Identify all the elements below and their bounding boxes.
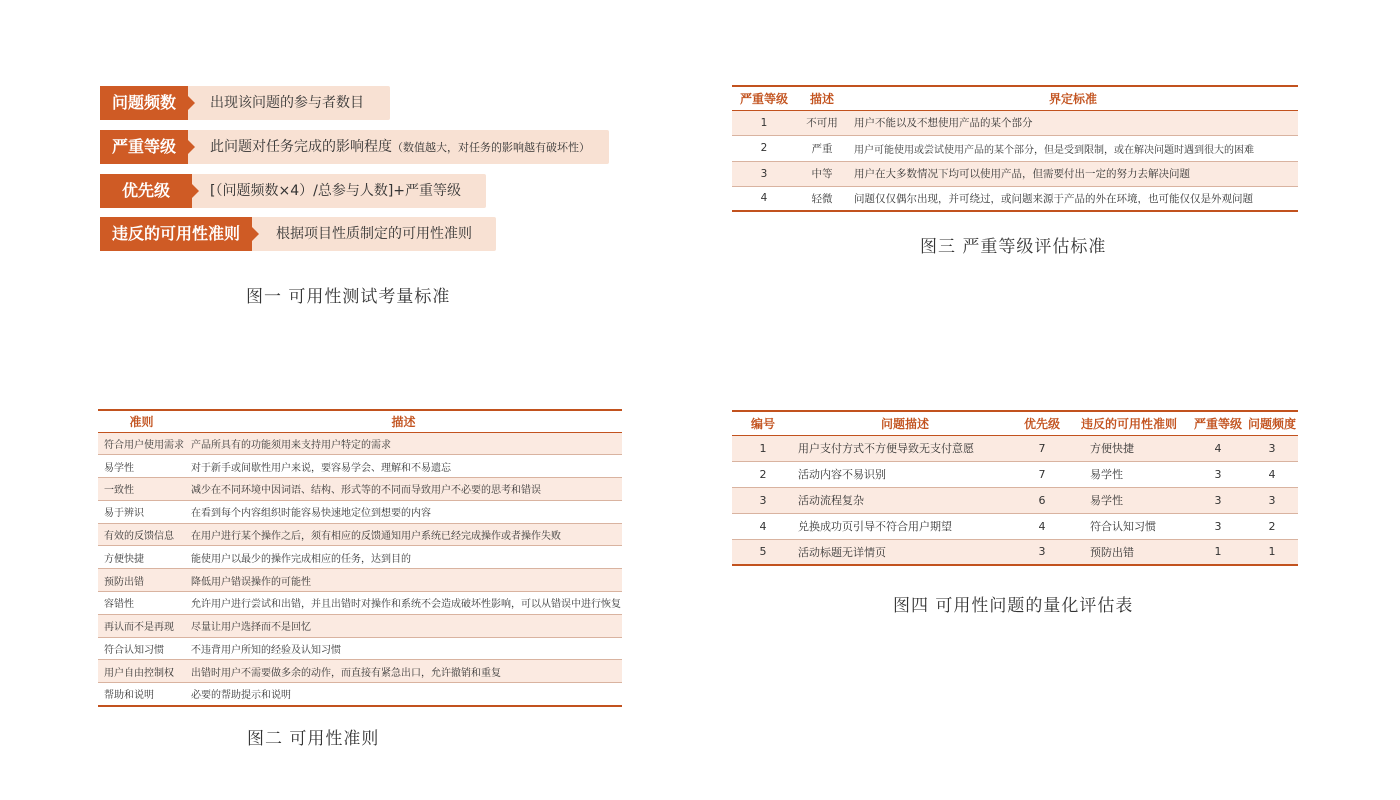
cell: 3 <box>1190 513 1246 539</box>
cell: 7 <box>1016 461 1068 487</box>
table-row <box>98 432 622 455</box>
cell: 符合认知习惯 <box>98 637 185 660</box>
cell: 2 <box>732 135 796 161</box>
cell: 一致性 <box>98 478 185 501</box>
cell: 产品所具有的功能须用来支持用户特定的需求 <box>185 432 622 455</box>
cell: 在用户进行某个操作之后，须有相应的反馈通知用户系统已经完成操作或者操作失败 <box>185 523 622 546</box>
cell: 能使用户以最少的操作完成相应的任务，达到目的 <box>185 546 622 569</box>
guidelines-table <box>98 409 622 707</box>
figure-2-caption: 图二 可用性准则 <box>247 729 380 749</box>
cell: 易于辨识 <box>98 500 185 523</box>
cell: 不违背用户所知的经验及认知习惯 <box>185 637 622 660</box>
cell: 5 <box>732 539 794 565</box>
table-row <box>732 135 1298 161</box>
cell: 问题仅仅偶尔出现，并可绕过，或问题来源于产品的外在环境，也可能仅仅是外观问题 <box>848 186 1298 211</box>
cell: 对于新手或间歇性用户来说，要容易学会、理解和不易遗忘 <box>185 455 622 478</box>
cell: 易学性 <box>1068 461 1190 487</box>
column-header: 描述 <box>796 86 848 110</box>
metric-desc: 根据项目性质制定的可用性准则 <box>276 226 472 242</box>
column-header: 问题描述 <box>794 411 1016 435</box>
cell: 4 <box>732 186 796 211</box>
metric-tag: 违反的可用性准则 <box>100 217 252 251</box>
metric-desc: 此问题对任务完成的影响程度 <box>210 139 392 155</box>
cell: 用户支付方式不方便导致无支付意愿 <box>794 435 1016 461</box>
cell: 易学性 <box>1068 487 1190 513</box>
cell: 在看到每个内容组织时能容易快速地定位到想要的内容 <box>185 500 622 523</box>
table-row <box>98 637 622 660</box>
cell: 兑换成功页引导不符合用户期望 <box>794 513 1016 539</box>
table-row <box>98 455 622 478</box>
cell: 易学性 <box>98 455 185 478</box>
cell: 允许用户进行尝试和出错，并且出错时对操作和系统不会造成破坏性影响，可以从错误中进行恢复 <box>185 592 622 615</box>
cell: 4 <box>732 513 794 539</box>
cell: 3 <box>1246 435 1298 461</box>
cell: 3 <box>1246 487 1298 513</box>
cell: 减少在不同环境中因词语、结构、形式等的不同而导致用户不必要的思考和错误 <box>185 478 622 501</box>
table-row <box>732 513 1298 539</box>
cell: 3 <box>1190 461 1246 487</box>
cell: 3 <box>1016 539 1068 565</box>
cell: 2 <box>732 461 794 487</box>
cell: 用户不能以及不想使用产品的某个部分 <box>848 110 1298 135</box>
table-row <box>98 683 622 706</box>
figure-4-caption: 图四 可用性问题的量化评估表 <box>893 596 1134 616</box>
cell: 有效的反馈信息 <box>98 523 185 546</box>
column-header: 严重等级 <box>1190 411 1246 435</box>
cell: 用户在大多数情况下均可以使用产品，但需要付出一定的努力去解决问题 <box>848 161 1298 186</box>
column-header: 准则 <box>98 410 185 432</box>
table-row <box>98 614 622 637</box>
cell: 降低用户错误操作的可能性 <box>185 569 622 592</box>
column-header: 界定标准 <box>848 86 1298 110</box>
cell: 预防出错 <box>98 569 185 592</box>
cell: 不可用 <box>796 110 848 135</box>
table-row <box>98 660 622 683</box>
metric-desc: 出现该问题的参与者数目 <box>210 95 364 111</box>
issues-table <box>732 410 1298 566</box>
column-header: 违反的可用性准则 <box>1068 411 1190 435</box>
table-row <box>732 539 1298 565</box>
table-row <box>98 546 622 569</box>
cell: 3 <box>732 161 796 186</box>
cell: 方便快捷 <box>1068 435 1190 461</box>
cell: 中等 <box>796 161 848 186</box>
cell: 活动内容不易识别 <box>794 461 1016 487</box>
table-row <box>732 161 1298 186</box>
table-row <box>732 186 1298 211</box>
column-header: 严重等级 <box>732 86 796 110</box>
cell: 1 <box>732 435 794 461</box>
cell: 3 <box>732 487 794 513</box>
cell: 帮助和说明 <box>98 683 185 706</box>
figure-3-caption: 图三 严重等级评估标准 <box>920 237 1107 257</box>
severity-table <box>732 85 1298 212</box>
figure-1-caption: 图一 可用性测试考量标准 <box>246 287 451 307</box>
cell: 用户自由控制权 <box>98 660 185 683</box>
cell: 6 <box>1016 487 1068 513</box>
cell: 符合用户使用需求 <box>98 432 185 455</box>
metric-tag: 严重等级 <box>100 130 188 164</box>
table-row <box>98 569 622 592</box>
cell: 出错时用户不需要做多余的动作，而直接有紧急出口，允许撤销和重复 <box>185 660 622 683</box>
cell: 4 <box>1190 435 1246 461</box>
cell: 4 <box>1016 513 1068 539</box>
cell: 严重 <box>796 135 848 161</box>
table-row <box>98 523 622 546</box>
metric-desc: [（问题频数×4）/总参与人数]+严重等级 <box>210 183 462 199</box>
table-row <box>732 487 1298 513</box>
cell: 符合认知习惯 <box>1068 513 1190 539</box>
cell: 用户可能使用或尝试使用产品的某个部分，但是受到限制，或在解决问题时遇到很大的困难 <box>848 135 1298 161</box>
table-row <box>732 435 1298 461</box>
cell: 1 <box>1190 539 1246 565</box>
cell: 4 <box>1246 461 1298 487</box>
column-header: 编号 <box>732 411 794 435</box>
cell: 活动标题无详情页 <box>794 539 1016 565</box>
column-header: 优先级 <box>1016 411 1068 435</box>
cell: 7 <box>1016 435 1068 461</box>
table-row <box>98 478 622 501</box>
metric-tag: 优先级 <box>100 174 192 208</box>
cell: 预防出错 <box>1068 539 1190 565</box>
metric-tag: 问题频数 <box>100 86 188 120</box>
cell: 2 <box>1246 513 1298 539</box>
cell: 方便快捷 <box>98 546 185 569</box>
cell: 再认而不是再现 <box>98 614 185 637</box>
column-header: 问题频度 <box>1246 411 1298 435</box>
cell: 1 <box>1246 539 1298 565</box>
column-header: 描述 <box>185 410 622 432</box>
table-row <box>98 500 622 523</box>
cell: 必要的帮助提示和说明 <box>185 683 622 706</box>
cell: 3 <box>1190 487 1246 513</box>
table-row <box>732 110 1298 135</box>
cell: 容错性 <box>98 592 185 615</box>
metric-note: （数值越大，对任务的影响越有破坏性） <box>392 141 590 154</box>
table-row <box>98 592 622 615</box>
table-row <box>732 461 1298 487</box>
cell: 活动流程复杂 <box>794 487 1016 513</box>
cell: 尽量让用户选择而不是回忆 <box>185 614 622 637</box>
cell: 1 <box>732 110 796 135</box>
cell: 轻微 <box>796 186 848 211</box>
